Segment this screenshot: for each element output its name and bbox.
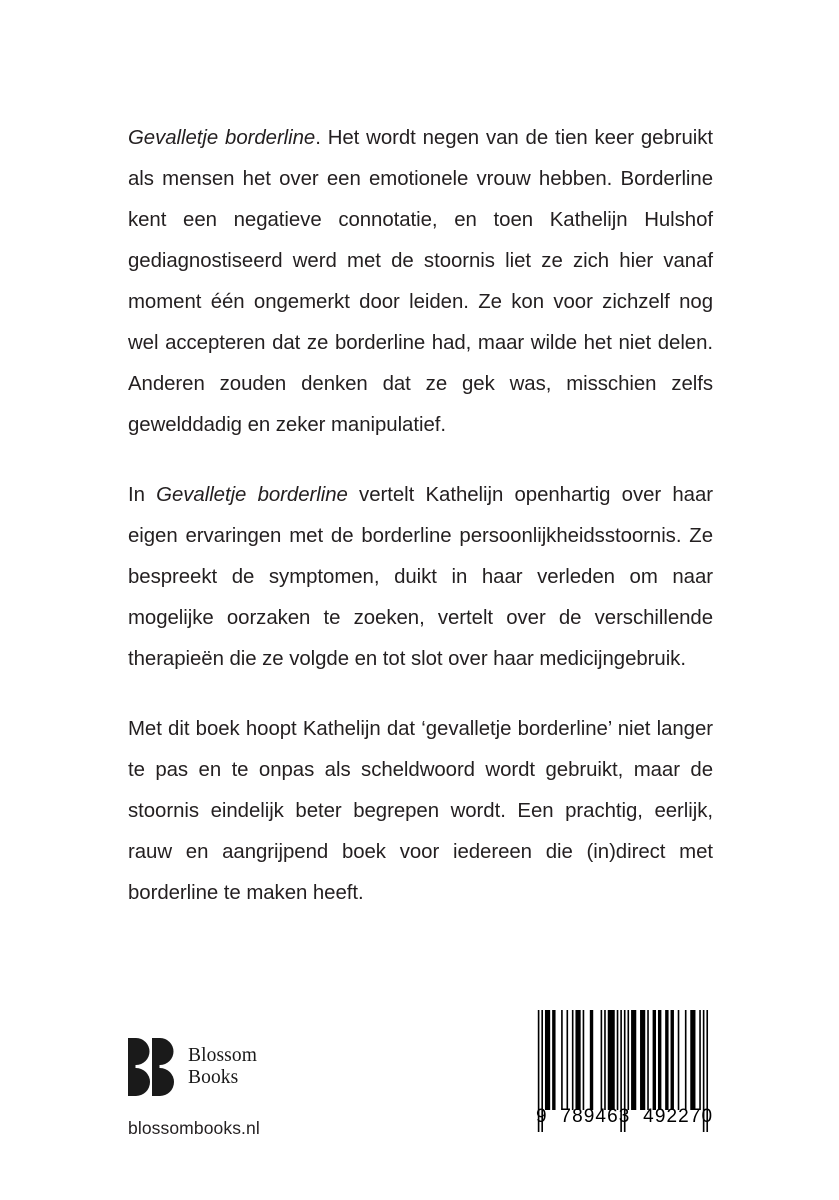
publisher-name-line-1: Blossom: [188, 1044, 257, 1066]
blurb-paragraph-3-body: Met dit boek hoopt Kathelijn dat ‘gevalletje borderline’ niet langer te pas en te onpas als scheldwoord wordt gebruikt, maar de stoornis eindelijk beter begrepen wordt. Een prachtig, eerlijk, rauw en aangrijpend boek voor iedereen die (in)direct met borderline te maken heeft.: [128, 718, 713, 904]
blurb-paragraph-1: [128, 118, 713, 446]
blurb-text-column: [128, 118, 713, 914]
publisher-wordmark: [188, 1045, 257, 1090]
publisher-website[interactable]: blossombooks.nl: [128, 1118, 260, 1138]
publisher-name-line-2: Books: [188, 1067, 239, 1088]
barcode-human-readable: 9 789463 492270: [536, 1106, 714, 1127]
blossom-books-bb-monogram-icon: [128, 1038, 175, 1096]
blurb-paragraph-2: [128, 475, 713, 680]
book-title-italic-2: Gevalletje borderline: [156, 484, 348, 506]
book-title-italic-1: Gevalletje borderline: [128, 127, 316, 149]
blurb-paragraph-1-body: . Het wordt negen van de tien keer gebruikt als mensen het over een emotionele vrouw hebben. Borderline kent een negatieve connotatie, en toen Kathelijn Hulshof gediagnostiseerd werd met de stoornis liet ze zich hier vanaf moment één ongemerkt door leiden. Ze kon voor zichzelf nog wel accepteren dat ze borderline had, maar wilde het niet delen. Anderen zouden denken dat ze gek was, misschien zelfs gewelddadig en zeker manipulatief.: [128, 127, 713, 436]
isbn-barcode: [536, 1010, 714, 1128]
cover-footer: [0, 1010, 839, 1200]
blurb-paragraph-3: [128, 709, 713, 914]
blurb-paragraph-2-body: vertelt Kathelijn openhartig over haar eigen ervaringen met de borderline persoonlijkheidsstoornis. Ze bespreekt de symptomen, duikt in haar verleden om naar mogelijke oorzaken te zoeken, vertelt over de verschillende therapieën die ze volgde en tot slot over haar medicijngebruik.: [128, 484, 713, 670]
publisher-logo: [128, 1038, 257, 1096]
blurb-paragraph-2-lead: In: [128, 484, 157, 506]
